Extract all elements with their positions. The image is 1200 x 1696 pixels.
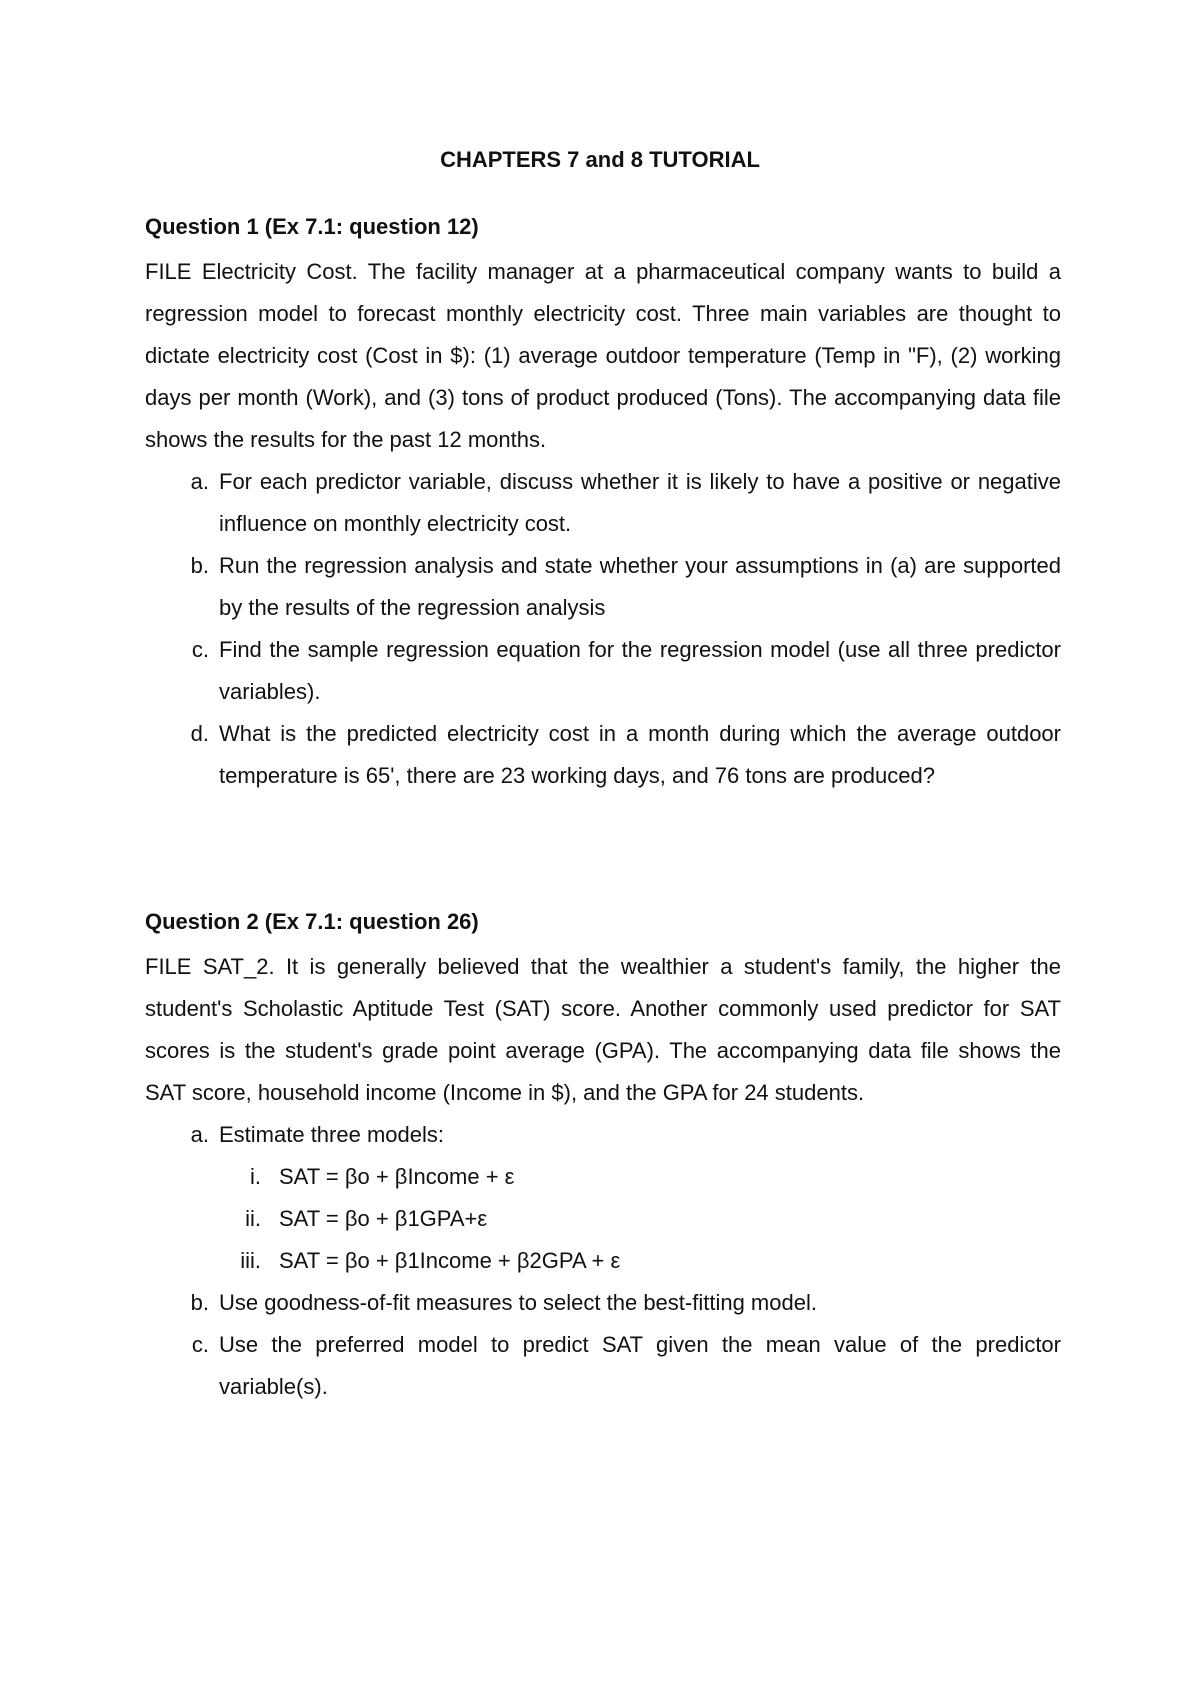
- list-item-text: For each predictor variable, discuss whether it is likely to have a positive or negative influence on monthly electricity cost.: [219, 469, 1061, 536]
- list-item-text: Use goodness-of-fit measures to select the best-fitting model.: [219, 1290, 817, 1315]
- model-equation: SAT = βo + βIncome + ε: [279, 1164, 515, 1189]
- question-2-intro: FILE SAT_2. It is generally believed that the wealthier a student's family, the higher the student's Scholastic Aptitude Test (SAT) score. Another commonly used predictor for SAT scores is the student's grade point average (GPA). The accompanying data file shows the SAT score, household income (Income in $), and the GPA for 24 students.: [145, 954, 1061, 1105]
- model-i: [219, 1156, 1061, 1198]
- list-marker: b.: [190, 553, 209, 578]
- question-2-section: [145, 908, 1061, 1408]
- question-1-item-a: [145, 461, 1061, 545]
- sublist-marker: ii.: [245, 1206, 261, 1231]
- question-1-section: [145, 213, 1061, 797]
- list-marker: b.: [190, 1290, 209, 1315]
- sublist-marker: iii.: [240, 1248, 261, 1273]
- list-item-text: Run the regression analysis and state whether your assumptions in (a) are supported by the results of the regression analysis: [219, 553, 1061, 620]
- question-1-item-d: [145, 713, 1061, 797]
- list-item-text: Estimate three models:: [219, 1122, 444, 1147]
- model-equation: SAT = βo + β1GPA+ε: [279, 1206, 488, 1231]
- list-marker: a.: [190, 1122, 209, 1147]
- list-marker: c.: [191, 1332, 209, 1357]
- model-ii: [219, 1198, 1061, 1240]
- model-equation: SAT = βo + β1Income + β2GPA + ε: [279, 1248, 621, 1273]
- question-2-item-a: [145, 1114, 1061, 1156]
- question-1-item-b: [145, 545, 1061, 629]
- question-1-item-c: [145, 629, 1061, 713]
- question-2-item-b: [145, 1282, 1061, 1324]
- list-marker: a.: [190, 469, 209, 494]
- question-2-heading: Question 2 (Ex 7.1: question 26): [145, 909, 479, 934]
- document-title: CHAPTERS 7 and 8 TUTORIAL: [440, 147, 760, 172]
- list-marker: d.: [190, 721, 209, 746]
- question-2-item-c: [145, 1324, 1061, 1408]
- list-item-text: What is the predicted electricity cost in a month during which the average outdoor temperature is 65', there are 23 working days, and 76 tons are produced?: [219, 721, 1061, 788]
- list-item-text: Use the preferred model to predict SAT given the mean value of the predictor variable(s).: [219, 1332, 1061, 1399]
- list-marker: c.: [191, 637, 209, 662]
- list-item-text: Find the sample regression equation for the regression model (use all three predictor variables).: [219, 637, 1061, 704]
- sublist-marker: i.: [250, 1164, 261, 1189]
- question-1-intro: FILE Electricity Cost. The facility manager at a pharmaceutical company wants to build a regression model to forecast monthly electricity cost. Three main variables are thought to dictate electricity cost (Cost in $): (1) average outdoor temperature (Temp in "F), (2) working days per month (Work), and (3) tons of product produced (Tons). The accompanying data file shows the results for the past 12 months.: [145, 259, 1061, 452]
- question-1-heading: Question 1 (Ex 7.1: question 12): [145, 214, 479, 239]
- model-iii: [219, 1240, 1061, 1282]
